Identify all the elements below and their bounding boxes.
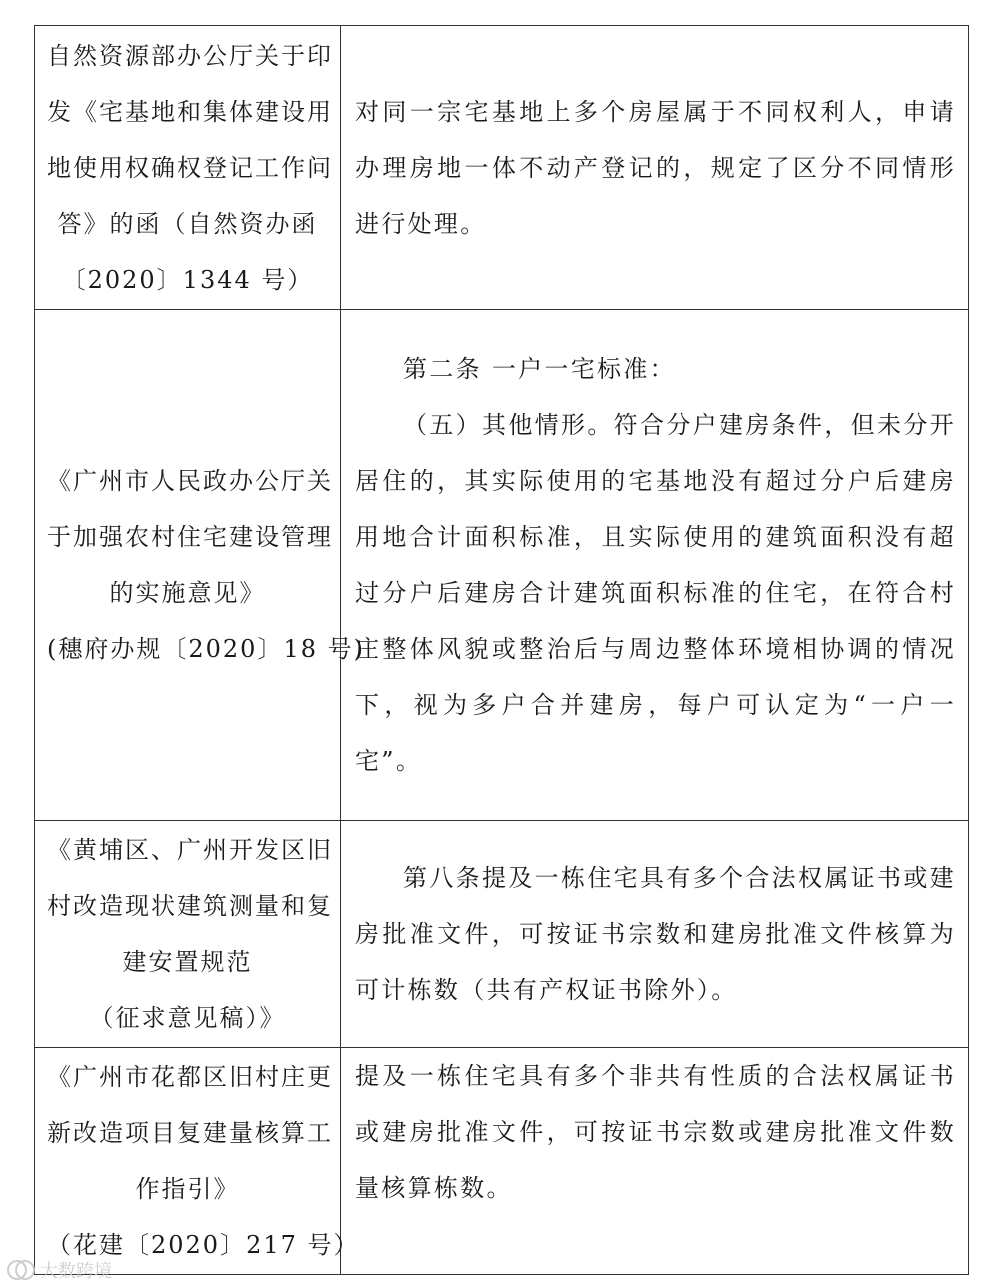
source-line: 自然资源部办公厅关于印 xyxy=(47,41,333,70)
source-line: （花建〔2020〕217 号） xyxy=(47,1231,360,1259)
policy-source-cell xyxy=(35,1048,360,1275)
source-line: 建安置规范 xyxy=(122,948,253,976)
policy-content-cell xyxy=(341,26,969,310)
source-line: 地使用权确权登记工作问 xyxy=(47,153,333,182)
content-paragraph: 对同一宗宅基地上多个房屋属于不同权利人，申请办理房地一体不动产登记的，规定了区分不同情形进行处理。 xyxy=(355,97,956,238)
content-paragraph: （五）其他情形。符合分户建房条件，但未分开居住的，其实际使用的宅基地没有超过分户后建房用地合计面积标准，且实际使用的建筑面积没有超过分户后建房合计建筑面积标准的住宅，在符合村庄整体风貌或整治后与周边整体环境相协调的情况下，视为多户合并建房，每户可认定为“一户一宅”。 xyxy=(355,411,956,775)
source-line: 的实施意见》 xyxy=(109,579,266,607)
policy-content-cell xyxy=(341,310,969,821)
policy-content-cell xyxy=(341,1048,969,1275)
policy-content-cell xyxy=(341,821,969,1048)
content-paragraph: 第二条 一户一宅标准： xyxy=(403,355,676,383)
watermark-text: 大数跨境 xyxy=(40,1261,112,1282)
source-line: 作指引》 xyxy=(135,1175,240,1203)
table-row xyxy=(35,310,969,821)
policy-source-cell xyxy=(35,26,341,310)
source-line: 《广州市人民政办公厅关 xyxy=(47,467,333,495)
policy-source-cell xyxy=(35,310,365,821)
watermark xyxy=(6,1257,112,1283)
content-paragraph: 第八条提及一栋住宅具有多个合法权属证书或建房批准文件，可按证书宗数和建房批准文件核算为可计栋数（共有产权证书除外）。 xyxy=(355,864,956,1004)
source-line: 《黄埔区、广州开发区旧 xyxy=(47,836,333,864)
source-line: 村改造现状建筑测量和复 xyxy=(47,892,333,920)
source-line: 新改造项目复建量核算工 xyxy=(47,1119,333,1147)
table-row xyxy=(35,1048,969,1275)
source-line: 于加强农村住宅建设管理 xyxy=(47,523,333,551)
source-line: 《广州市花都区旧村庄更 xyxy=(47,1063,333,1091)
source-line: 〔2020〕1344 号） xyxy=(61,265,314,294)
logo-icon xyxy=(6,1259,36,1281)
source-line: 发《宅基地和集体建设用 xyxy=(47,97,333,126)
table-row xyxy=(35,26,969,310)
table-row xyxy=(35,821,969,1048)
content-paragraph: 提及一栋住宅具有多个非共有性质的合法权属证书或建房批准文件，可按证书宗数或建房批准文件数量核算栋数。 xyxy=(355,1062,956,1202)
source-line: （征求意见稿）》 xyxy=(89,1004,286,1032)
source-line: 答》的函（自然资办函 xyxy=(57,209,318,238)
policy-table xyxy=(34,25,969,1275)
source-line: (穗府办规〔2020〕18 号) xyxy=(47,635,365,663)
policy-source-cell xyxy=(35,821,341,1048)
